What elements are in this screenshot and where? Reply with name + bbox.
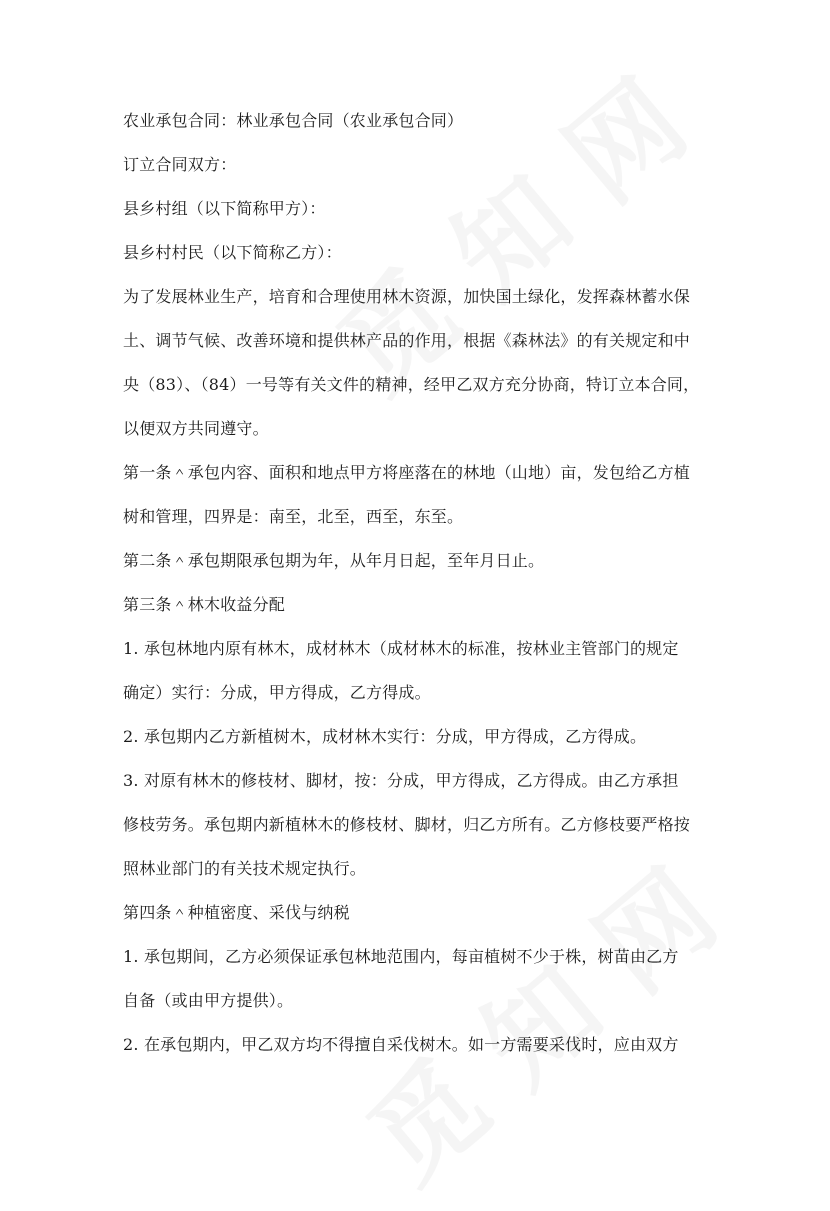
text-line: 县乡村组（以下简称甲方）： <box>123 199 326 218</box>
party-b <box>123 241 709 265</box>
article-2 <box>123 549 709 573</box>
text-line: 第三条＾林木收益分配 <box>123 595 286 614</box>
article-3-item-1 <box>123 637 709 705</box>
party-a <box>123 197 709 221</box>
contract-title <box>123 109 709 133</box>
text-line: 1. 承包林地内原有林木，成材林木（成材林木的标准，按林业主管部门的规定 <box>123 639 679 658</box>
article-4-heading <box>123 901 709 925</box>
text-line: 第一条＾承包内容、面积和地点甲方将座落在的林地（山地）亩，发包给乙方植 <box>123 463 691 482</box>
text-line: 2. 承包期内乙方新植树木，成材林木实行：分成，甲方得成，乙方得成。 <box>123 727 647 746</box>
article-1 <box>123 461 709 529</box>
text-line: 修枝劳务。承包期内新植林木的修枝材、脚材，归乙方所有。乙方修枝要严格按 <box>123 815 691 834</box>
preamble <box>123 285 709 441</box>
text-line: 确定）实行：分成，甲方得成，乙方得成。 <box>123 683 431 702</box>
text-line: 3. 对原有林木的修枝材、脚材，按：分成，甲方得成，乙方得成。由乙方承担 <box>123 771 679 790</box>
article-4-item-2 <box>123 1033 709 1057</box>
document-body <box>123 109 709 1077</box>
text-line: 1. 承包期间，乙方必须保证承包林地范围内，每亩植树不少于株，树苗由乙方 <box>123 947 679 966</box>
text-line: 2. 在承包期内，甲乙双方均不得擅自采伐树木。如一方需要采伐时，应由双方 <box>123 1035 679 1054</box>
text-line: 树和管理，四界是：南至，北至，西至，东至。 <box>123 507 464 526</box>
article-3-item-2 <box>123 725 709 749</box>
text-line: 央（83）、（84）一号等有关文件的精神，经甲乙双方充分协商，特订立本合同， <box>123 375 700 394</box>
text-line: 以便双方共同遵守。 <box>123 419 269 438</box>
text-line: 农业承包合同：林业承包合同（农业承包合同） <box>123 111 464 130</box>
article-3-heading <box>123 593 709 617</box>
text-line: 第四条＾种植密度、采伐与纳税 <box>123 903 350 922</box>
article-3-item-3 <box>123 769 709 881</box>
text-line: 为了发展林业生产，培育和合理使用林木资源，加快国土绿化，发挥森林蓄水保 <box>123 287 691 306</box>
text-line: 自备（或由甲方提供）。 <box>123 991 294 1010</box>
text-line: 照林业部门的有关技术规定执行。 <box>123 859 367 878</box>
text-line: 订立合同双方： <box>123 155 237 174</box>
text-line: 县乡村村民（以下简称乙方）： <box>123 243 342 262</box>
parties-heading <box>123 153 709 177</box>
text-line: 第二条＾承包期限承包期为年，从年月日起，至年月日止。 <box>123 551 545 570</box>
text-line: 土、调节气候、改善环境和提供林产品的作用，根据《森林法》的有关规定和中 <box>123 331 691 350</box>
article-4-item-1 <box>123 945 709 1013</box>
